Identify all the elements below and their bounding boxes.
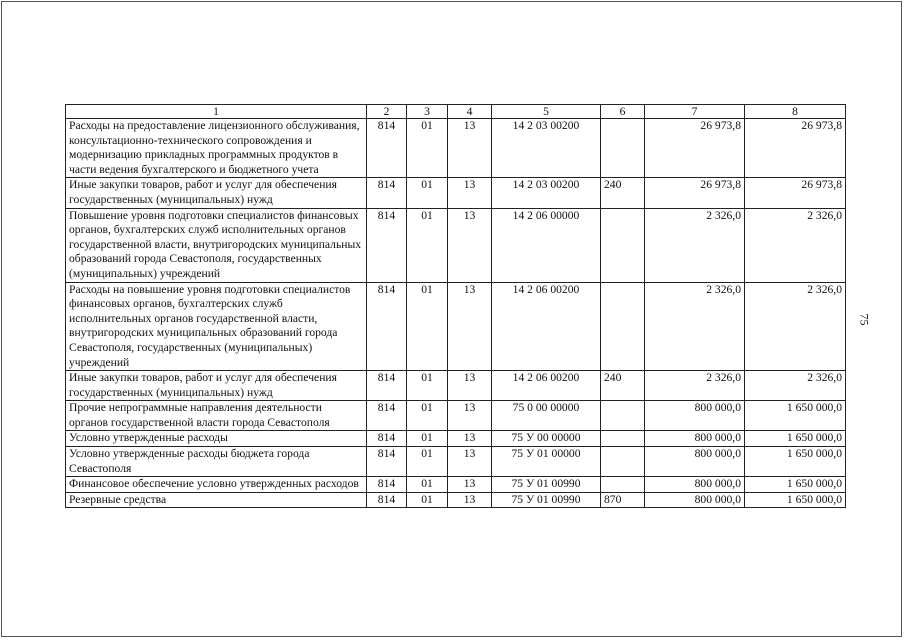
row-amount-year2: 2 326,0	[745, 371, 846, 401]
row-name: Условно утвержденные расходы бюджета города Севастополя	[66, 447, 367, 477]
row-amount-year1: 26 973,8	[645, 119, 745, 178]
header-cell-3: 3	[407, 105, 448, 119]
row-amount-year2: 26 973,8	[745, 119, 846, 178]
row-subsection-code: 13	[448, 477, 492, 493]
row-expense-type	[601, 447, 645, 477]
row-subsection-code: 13	[448, 492, 492, 508]
row-amount-year1: 2 326,0	[645, 371, 745, 401]
row-subsection-code: 13	[448, 119, 492, 178]
row-section-code: 01	[407, 431, 448, 447]
header-cell-4: 4	[448, 105, 492, 119]
table-row	[66, 208, 846, 282]
budget-table	[65, 104, 846, 508]
row-amount-year2: 1 650 000,0	[745, 401, 846, 431]
table-row	[66, 492, 846, 508]
row-subsection-code: 13	[448, 431, 492, 447]
row-name: Резервные средства	[66, 492, 367, 508]
header-cell-8: 8	[745, 105, 846, 119]
header-cell-2: 2	[367, 105, 407, 119]
row-amount-year2: 1 650 000,0	[745, 477, 846, 493]
table-row	[66, 477, 846, 493]
row-ministry-code: 814	[367, 431, 407, 447]
row-expense-type: 240	[601, 371, 645, 401]
row-expense-type: 870	[601, 492, 645, 508]
row-name: Иные закупки товаров, работ и услуг для обеспечения государственных (муниципальных) нужд	[66, 371, 367, 401]
row-target-article: 75 У 01 00990	[492, 492, 601, 508]
row-ministry-code: 814	[367, 492, 407, 508]
table-row	[66, 282, 846, 371]
row-amount-year2: 1 650 000,0	[745, 431, 846, 447]
row-ministry-code: 814	[367, 477, 407, 493]
row-ministry-code: 814	[367, 371, 407, 401]
row-expense-type	[601, 401, 645, 431]
row-amount-year2: 2 326,0	[745, 282, 846, 371]
row-amount-year1: 26 973,8	[645, 178, 745, 208]
row-subsection-code: 13	[448, 178, 492, 208]
table-row	[66, 119, 846, 178]
row-amount-year2: 1 650 000,0	[745, 492, 846, 508]
row-ministry-code: 814	[367, 178, 407, 208]
row-section-code: 01	[407, 447, 448, 477]
header-cell-5: 5	[492, 105, 601, 119]
row-section-code: 01	[407, 119, 448, 178]
row-section-code: 01	[407, 401, 448, 431]
row-amount-year1: 800 000,0	[645, 431, 745, 447]
row-subsection-code: 13	[448, 208, 492, 282]
row-subsection-code: 13	[448, 447, 492, 477]
table-row	[66, 447, 846, 477]
row-ministry-code: 814	[367, 282, 407, 371]
row-name: Условно утвержденные расходы	[66, 431, 367, 447]
table-row	[66, 178, 846, 208]
table-row	[66, 401, 846, 431]
row-name: Расходы на повышение уровня подготовки специалистов финансовых органов, бухгалтерских служб исполнительных органов государственной власти, внутригородских муниципальных образований города Севастополя, государственных (муниципальных) учреждений	[66, 282, 367, 371]
row-amount-year1: 800 000,0	[645, 401, 745, 431]
row-subsection-code: 13	[448, 401, 492, 431]
row-ministry-code: 814	[367, 208, 407, 282]
row-section-code: 01	[407, 371, 448, 401]
row-target-article: 75 У 01 00990	[492, 477, 601, 493]
row-amount-year1: 800 000,0	[645, 492, 745, 508]
row-amount-year1: 2 326,0	[645, 208, 745, 282]
row-target-article: 14 2 06 00000	[492, 208, 601, 282]
row-name: Повышение уровня подготовки специалистов финансовых органов, бухгалтерских служб исполнительных органов государственной власти, внутригородских муниципальных образований города Севастополя, государственных (муниципальных) учреждений	[66, 208, 367, 282]
row-expense-type	[601, 119, 645, 178]
row-section-code: 01	[407, 282, 448, 371]
row-target-article: 14 2 03 00200	[492, 178, 601, 208]
row-section-code: 01	[407, 492, 448, 508]
row-amount-year2: 2 326,0	[745, 208, 846, 282]
row-target-article: 75 У 01 00000	[492, 447, 601, 477]
row-ministry-code: 814	[367, 401, 407, 431]
row-section-code: 01	[407, 178, 448, 208]
table-row	[66, 371, 846, 401]
row-ministry-code: 814	[367, 447, 407, 477]
row-name: Финансовое обеспечение условно утвержденных расходов	[66, 477, 367, 493]
row-section-code: 01	[407, 208, 448, 282]
row-amount-year2: 1 650 000,0	[745, 447, 846, 477]
header-cell-7: 7	[645, 105, 745, 119]
row-amount-year2: 26 973,8	[745, 178, 846, 208]
page-number: 75	[857, 313, 872, 326]
table-header-row	[66, 105, 846, 119]
row-target-article: 14 2 06 00200	[492, 282, 601, 371]
row-expense-type: 240	[601, 178, 645, 208]
row-target-article: 75 0 00 00000	[492, 401, 601, 431]
row-target-article: 14 2 06 00200	[492, 371, 601, 401]
row-amount-year1: 800 000,0	[645, 447, 745, 477]
row-amount-year1: 2 326,0	[645, 282, 745, 371]
row-target-article: 14 2 03 00200	[492, 119, 601, 178]
row-expense-type	[601, 477, 645, 493]
row-subsection-code: 13	[448, 282, 492, 371]
row-section-code: 01	[407, 477, 448, 493]
row-name: Расходы на предоставление лицензионного обслуживания, консультационно-технического сопровождения и модернизацию прикладных программных продуктов в части ведения бухгалтерского и бюджетного учета	[66, 119, 367, 178]
header-cell-1: 1	[66, 105, 367, 119]
row-name: Прочие непрограммные направления деятельности органов государственной власти города Севастополя	[66, 401, 367, 431]
table-row	[66, 431, 846, 447]
row-name: Иные закупки товаров, работ и услуг для обеспечения государственных (муниципальных) нужд	[66, 178, 367, 208]
header-cell-6: 6	[601, 105, 645, 119]
row-expense-type	[601, 282, 645, 371]
row-expense-type	[601, 431, 645, 447]
row-expense-type	[601, 208, 645, 282]
row-subsection-code: 13	[448, 371, 492, 401]
row-ministry-code: 814	[367, 119, 407, 178]
row-target-article: 75 У 00 00000	[492, 431, 601, 447]
row-amount-year1: 800 000,0	[645, 477, 745, 493]
